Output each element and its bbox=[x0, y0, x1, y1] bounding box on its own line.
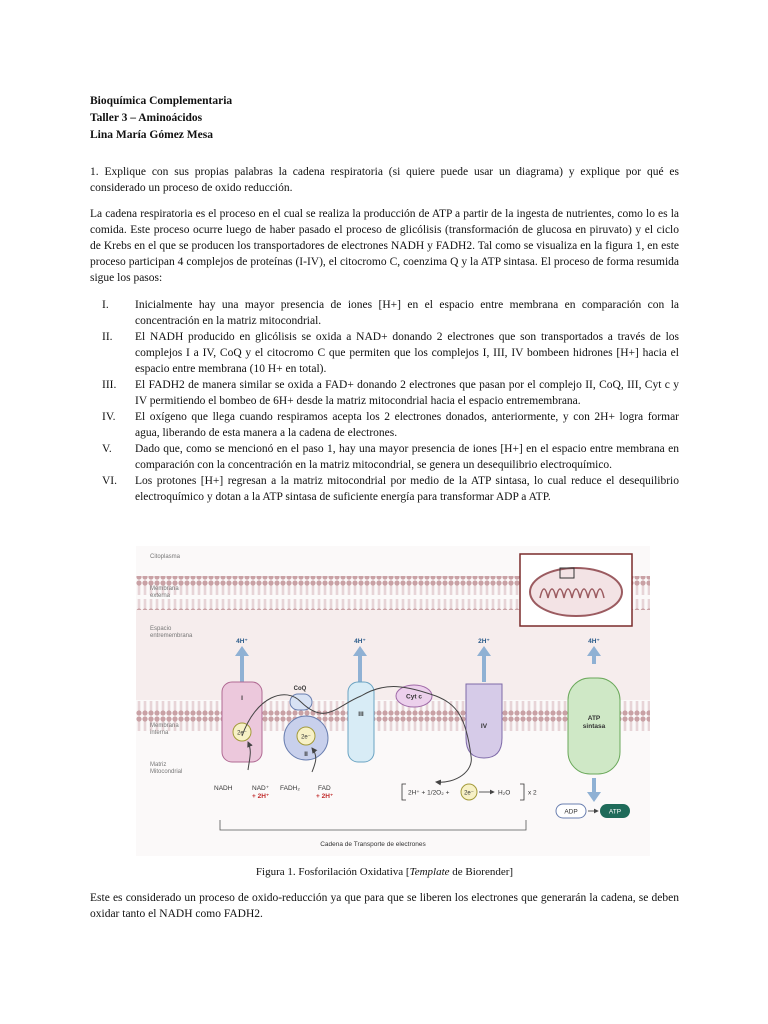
step-text: Dado que, como se mencionó en el paso 1, hay una mayor presencia de iones [H+] en el espacio entre membrana en comparación con la concentración en la matriz mitocondrial, se genera un desequilibrio electroquímico. bbox=[135, 443, 679, 471]
list-item bbox=[90, 297, 679, 329]
list-item bbox=[90, 329, 679, 377]
caption-text: Figura 1. Fosforilación Oxidativa [ bbox=[255, 866, 410, 878]
complex-iv-label: IV bbox=[480, 723, 488, 730]
step-text: El oxígeno que llega cuando respiramos acepta los 2 electrones donados, anteriormente, y con 2H+ logra formar agua, liberando de esta manera a la cadena de electrones. bbox=[135, 411, 679, 439]
atp-label: ATP bbox=[608, 808, 622, 816]
atp-synthase-label-1: ATP bbox=[587, 715, 601, 722]
figure-caption bbox=[90, 866, 679, 878]
cytochrome-c bbox=[396, 685, 432, 707]
fad-label: FAD bbox=[318, 785, 331, 792]
step-number: IV. bbox=[102, 411, 116, 423]
step-number: III. bbox=[102, 379, 117, 391]
water-eq-product: H₂O bbox=[498, 789, 511, 797]
coq-label: CoQ bbox=[293, 686, 307, 692]
step-text: El FADH2 de manera similar se oxida a FAD+ donando 2 electrones que pasan por el complejo II, CoQ, III, Cyt c y IV permitiendo el bombeo de 6H+ desde la matriz mitocondrial hacia el espacio entremembrana. bbox=[135, 379, 679, 407]
nad-label: NAD⁺ bbox=[252, 785, 270, 792]
proton-label: 4H⁺ bbox=[236, 638, 248, 645]
question-1: 1. Explique con sus propias palabras la cadena respiratoria (si quiere puede usar un diagrama) y explique por qué es considerado un proceso de oxido reducción. bbox=[90, 166, 679, 194]
document-header bbox=[90, 93, 232, 144]
author-name: Lina María Gómez Mesa bbox=[90, 129, 213, 141]
inner-membrane-label-2: interna bbox=[150, 730, 169, 736]
mitochondrion-inset bbox=[520, 554, 632, 626]
inner-membrane-label-1: Membrana bbox=[150, 723, 179, 729]
step-text: Los protones [H+] regresan a la matriz mitocondrial por medio de la ATP sintasa, lo cual reduce el desequilibrio electroquímico y dotan a la ATP sintasa de suficiente energía para transformar ADP a ATP. bbox=[135, 475, 679, 503]
proton-label: 2H⁺ bbox=[478, 638, 490, 645]
water-eq-left: 2H⁺ + 1/2O₂ + bbox=[408, 789, 450, 797]
proton-label: 4H⁺ bbox=[354, 638, 366, 645]
matrix-label-2: Mitocondrial bbox=[150, 769, 183, 775]
nad-proton-label: + 2H⁺ bbox=[252, 793, 270, 800]
cytc-label: Cyt c bbox=[406, 693, 422, 701]
list-item bbox=[90, 473, 679, 505]
adp-label: ADP bbox=[564, 808, 578, 816]
complex-i bbox=[222, 682, 262, 762]
list-item bbox=[90, 409, 679, 441]
electron-label: 2e⁻ bbox=[301, 734, 311, 741]
caption-text-end: de Biorender] bbox=[449, 866, 514, 878]
cytoplasm-label: Citoplasma bbox=[150, 554, 181, 560]
complex-ii bbox=[284, 716, 328, 760]
outer-membrane-label-1: Membrana bbox=[150, 586, 179, 592]
proton-label: 4H⁺ bbox=[588, 638, 600, 645]
conclusion-paragraph: Este es considerado un proceso de oxido-reducción ya que para que se liberen los electrones que generarán la cadena, se deben oxidar tanto el NADH como FADH2. bbox=[90, 892, 679, 920]
electron-transport-chain-figure bbox=[136, 546, 650, 856]
intermembrane-label-2: entremembrana bbox=[150, 633, 193, 639]
step-number: V. bbox=[102, 443, 112, 455]
chain-label: Cadena de Transporte de electrones bbox=[320, 841, 426, 848]
step-text: El NADH producido en glicólisis se oxida a NAD+ donando 2 electrones que son transportados a través de los complejos I a IV, CoQ y el citocromo C que permiten que los complejos I, III, IV bombeen hidrones [H+] hacia el espacio entre membrana (10 H+ en total). bbox=[135, 331, 679, 375]
step-number: II. bbox=[102, 331, 113, 343]
answer-paragraph: La cadena respiratoria es el proceso en el cual se realiza la producción de ATP a partir de la ingesta de nutrientes, como lo es la comida. Este proceso ocurre luego de haber pasado el proceso de glicólisis (transformación de glucosa en piruvato) y el ciclo de Krebs en el que se producen los transportadores de electrones NADH y FADH2. Tal como se visualiza en la figura 1, en este proceso participan 4 complejos de proteínas (I-IV), el citocromo C, coenzima Q y la ATP sintasa. El proceso de forma resumida sigue los pasos: bbox=[90, 208, 679, 284]
fadh2-label: FADH₂ bbox=[280, 785, 300, 792]
complex-iv bbox=[466, 684, 502, 758]
complex-i-label: I bbox=[241, 695, 243, 702]
intermembrane-label-1: Espacio bbox=[150, 626, 172, 632]
electron-label: 2e⁻ bbox=[237, 730, 247, 737]
steps-list bbox=[90, 297, 679, 505]
nadh-label: NADH bbox=[214, 785, 233, 792]
complex-ii-label: II bbox=[304, 751, 308, 758]
atp-synthase bbox=[568, 678, 620, 774]
step-number: VI. bbox=[102, 475, 118, 487]
electron-label: 2e⁻ bbox=[464, 790, 474, 797]
step-text: Inicialmente hay una mayor presencia de iones [H+] en el espacio entre membrana en comparación con la concentración en la matriz mitocondrial. bbox=[135, 299, 679, 327]
workshop-title: Taller 3 – Aminoácidos bbox=[90, 112, 203, 124]
matrix-label-1: Matriz bbox=[150, 762, 167, 768]
atp-synthase-label-2: sintasa bbox=[582, 723, 606, 730]
list-item bbox=[90, 441, 679, 473]
complex-iii-label: III bbox=[358, 711, 364, 718]
course-title: Bioquímica Complementaria bbox=[90, 95, 233, 107]
complex-iii bbox=[348, 682, 374, 762]
fad-proton-label: + 2H⁺ bbox=[316, 793, 334, 800]
outer-membrane-label-2: externa bbox=[150, 593, 171, 599]
water-eq-times: x 2 bbox=[528, 789, 537, 797]
step-number: I. bbox=[102, 299, 109, 311]
caption-italic: Template bbox=[409, 866, 450, 878]
list-item bbox=[90, 377, 679, 409]
